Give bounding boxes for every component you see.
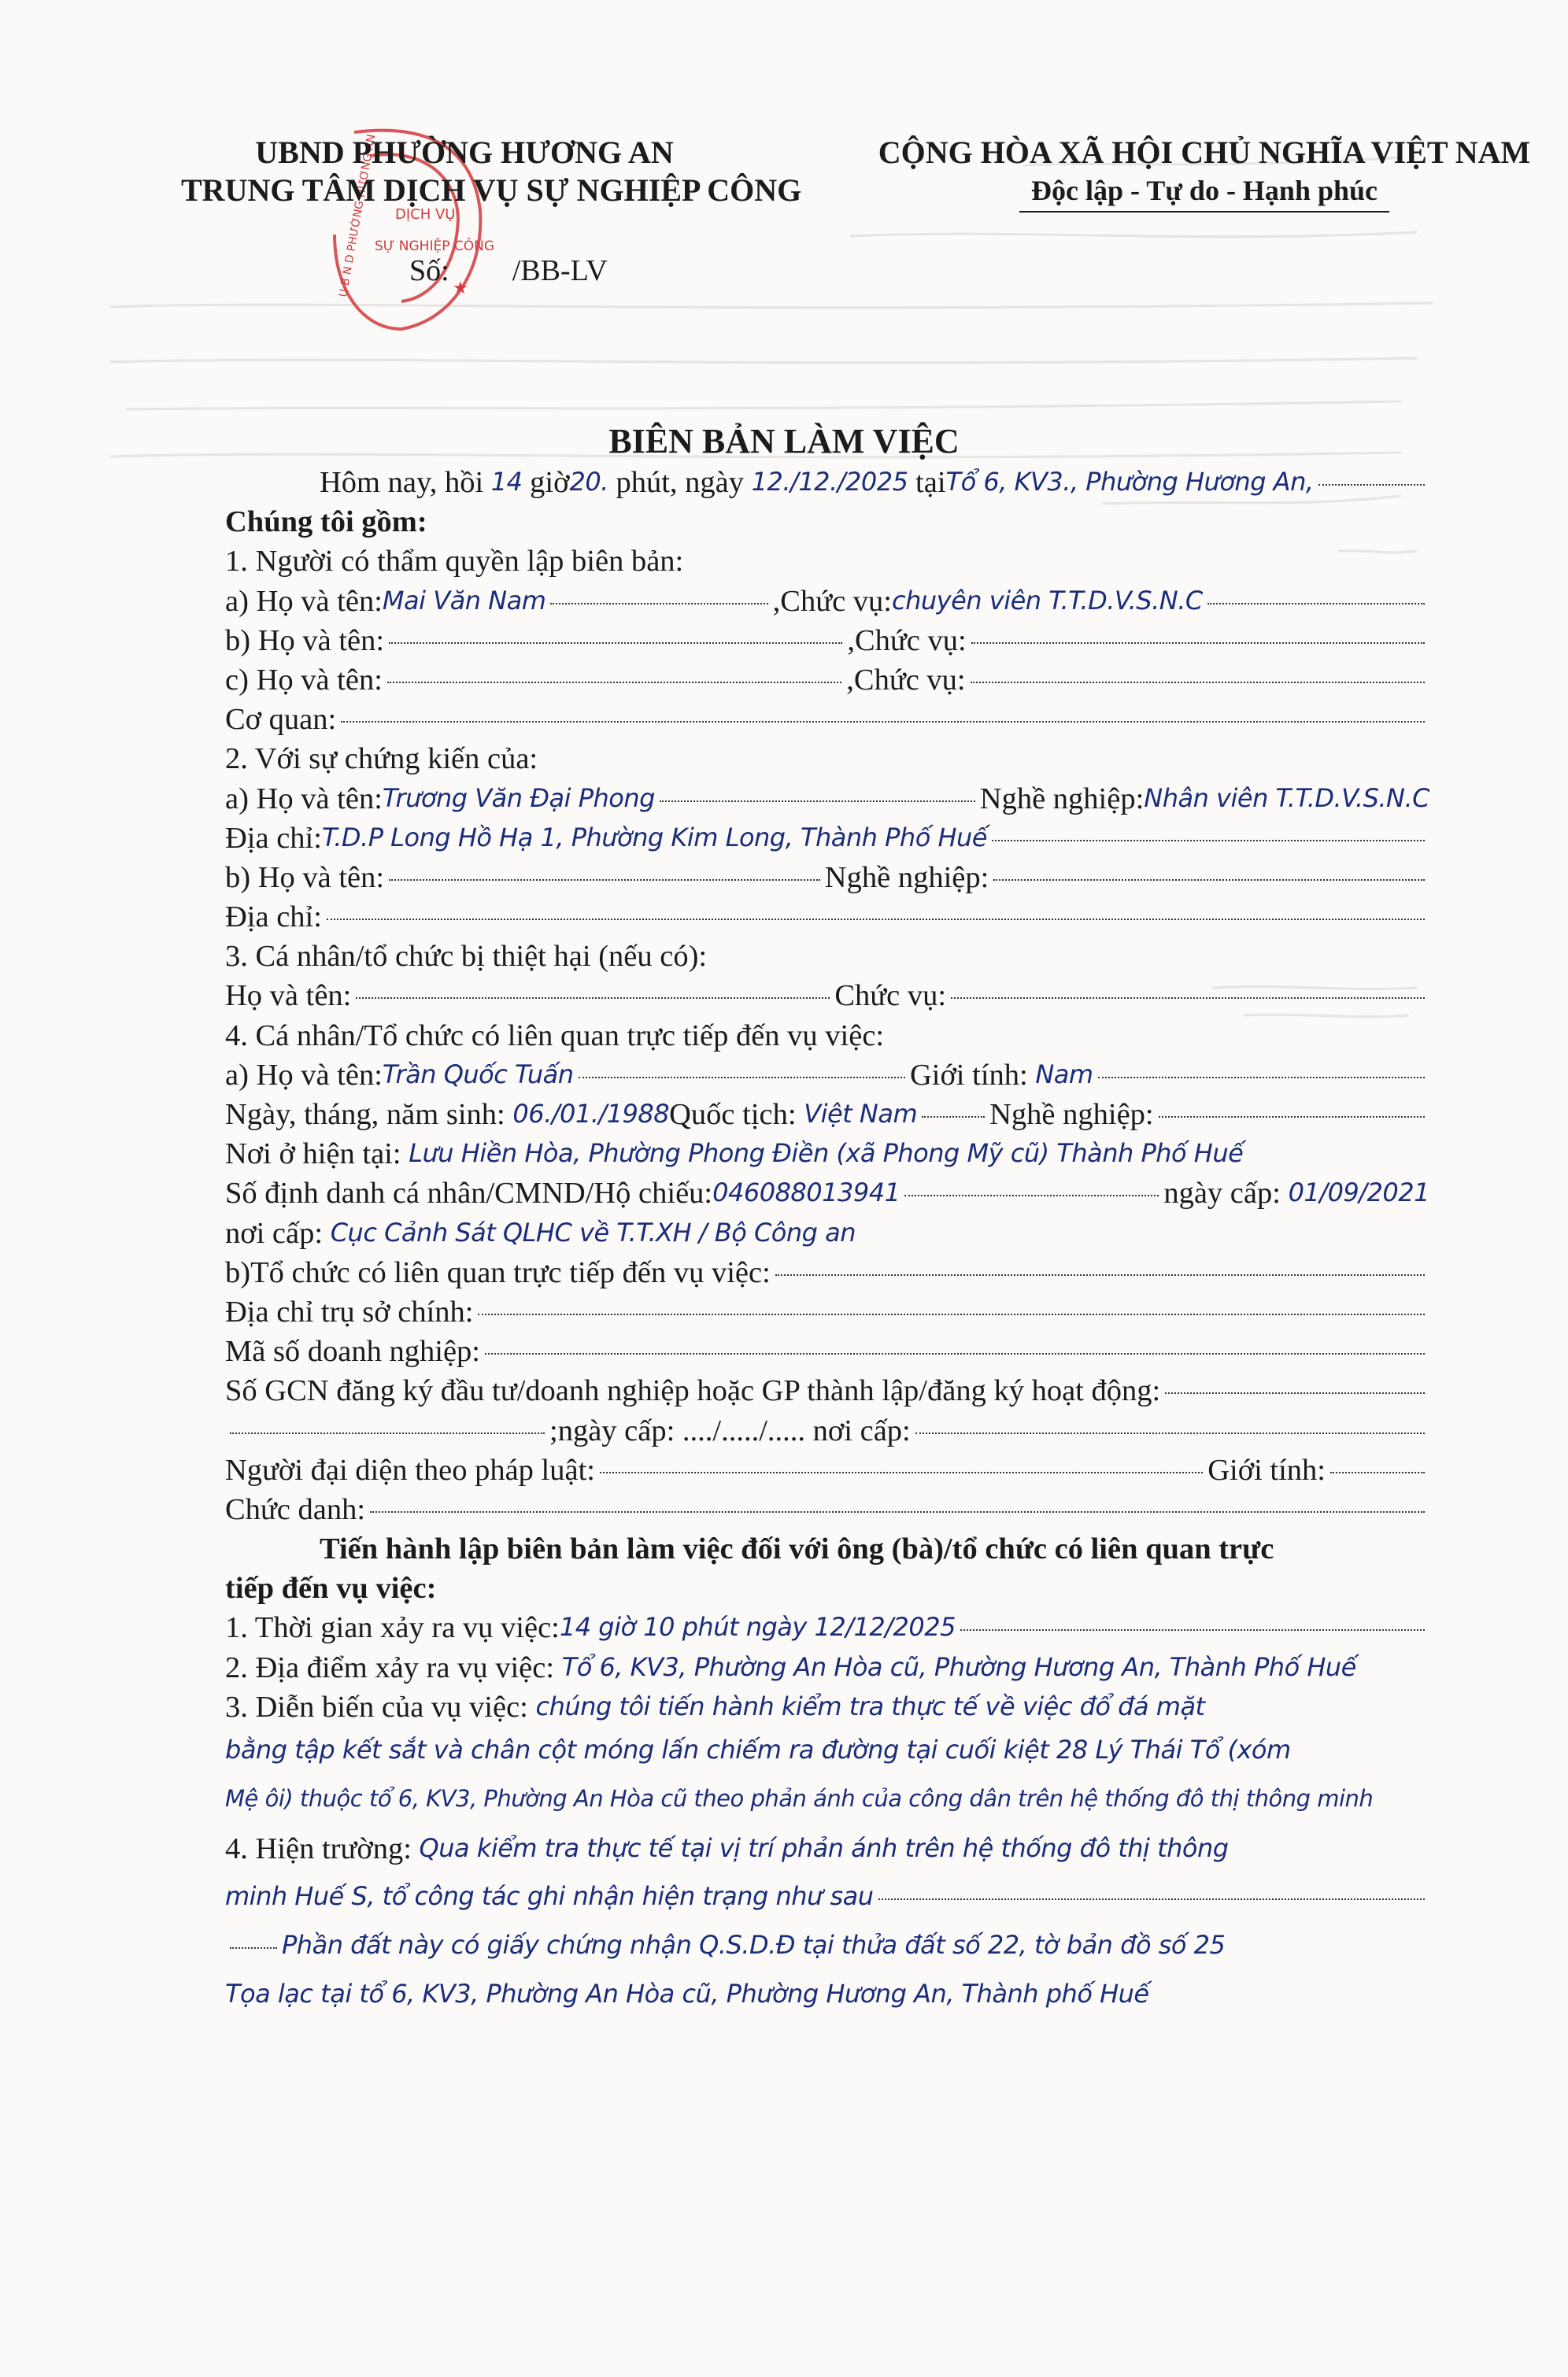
related-rep-line xyxy=(225,1451,1429,1490)
related-issue-place-label: nơi cấp: xyxy=(225,1216,324,1250)
fill-dots xyxy=(915,1432,1425,1434)
related-nationality-label: Quốc tịch: xyxy=(669,1098,797,1131)
intro-hour: 14 xyxy=(490,467,523,497)
related-residence: Lưu Hiền Hòa, Phường Phong Điền (xã Phong Mỹ cũ) Thành Phố Huế xyxy=(409,1138,1244,1169)
related-gcn-date-line xyxy=(225,1411,1429,1451)
fill-dots xyxy=(1330,1472,1425,1473)
stamp-line2: SỰ NGHIỆP CÔNG xyxy=(375,238,495,254)
fill-dots xyxy=(951,997,1425,999)
scene-cont-1 xyxy=(225,1873,1429,1922)
related-org-label: b)Tổ chức có liên quan trực tiếp đến vụ việc: xyxy=(225,1255,771,1289)
authority-b-label: b) Họ và tên: xyxy=(225,623,385,657)
incident-development-2: bằng tập kết sắt và chân cột móng lấn chiếm ra đường tại cuối kiệt 28 Lý Thái Tổ (xóm xyxy=(225,1735,1291,1765)
related-dob: 06./01./1988 xyxy=(512,1099,670,1129)
witness-a-line xyxy=(225,779,1429,819)
witness-a-job-label: Nghề nghiệp: xyxy=(979,782,1145,815)
national-name: CỘNG HÒA XÃ HỘI CHỦ NGHĨA VIỆT NAM xyxy=(878,135,1531,170)
related-gender-label: Giới tính: xyxy=(909,1058,1028,1092)
related-issue-place-line xyxy=(225,1214,1429,1253)
fill-dots xyxy=(387,682,841,683)
authority-a-position-label: ,Chức vụ: xyxy=(772,584,893,618)
section-3-heading: 3. Cá nhân/tổ chức bị thiệt hại (nếu có): xyxy=(225,940,708,974)
related-issue-place: Cục Cảnh Sát QLHC về T.T.XH / Bộ Công an xyxy=(330,1217,856,1248)
document-number-label: Số: xyxy=(409,254,449,287)
related-hq-label: Địa chỉ trụ sở chính: xyxy=(225,1295,474,1329)
fill-dots xyxy=(922,1116,985,1118)
witness-b-line xyxy=(225,858,1429,897)
incident-development-line xyxy=(225,1688,1429,1727)
scene-text-2: minh Huế S, tổ công tác ghi nhận hiện trạng như sau xyxy=(225,1881,874,1911)
witness-b-label: b) Họ và tên: xyxy=(225,860,385,894)
witness-a-job: Nhân viên T.T.D.V.S.N.C xyxy=(1144,782,1429,813)
intro-minute: 20. xyxy=(569,467,608,497)
document-number-suffix: /BB-LV xyxy=(512,254,608,287)
section-4-heading: 4. Cá nhân/Tổ chức có liên quan trực tiếp đến vụ việc: xyxy=(225,1018,885,1052)
related-rep-gender-label: Giới tính: xyxy=(1207,1453,1326,1487)
related-gcn-date-label: ;ngày cấp: ..../...../..... nơi cấp: xyxy=(549,1414,911,1447)
related-issue-date: 01/09/2021 xyxy=(1288,1177,1429,1208)
intro-text-1: Hôm nay, hồi xyxy=(320,466,484,499)
related-hq-line xyxy=(225,1292,1429,1332)
fill-dots xyxy=(230,1432,545,1434)
fill-dots xyxy=(1318,484,1425,486)
authority-a-label: a) Họ và tên: xyxy=(225,584,383,618)
intro-line xyxy=(225,463,1429,502)
related-dob-label: Ngày, tháng, năm sinh: xyxy=(225,1098,505,1131)
fill-dots xyxy=(1207,603,1425,604)
fill-dots xyxy=(550,603,767,604)
fill-dots xyxy=(1098,1077,1425,1078)
fill-dots xyxy=(389,642,842,644)
incident-development-label: 3. Diễn biến của vụ việc: xyxy=(225,1690,528,1724)
incident-location-line xyxy=(225,1648,1429,1688)
related-title-line xyxy=(225,1490,1429,1529)
related-id-label: Số định danh cá nhân/CMND/Hộ chiếu: xyxy=(225,1177,713,1211)
authority-b-line xyxy=(225,621,1429,660)
related-nationality: Việt Nam xyxy=(804,1099,918,1129)
fill-dots xyxy=(579,1077,905,1078)
witness-b-address-line xyxy=(225,897,1429,937)
authority-a-line xyxy=(225,582,1429,621)
intro-text-4: tại xyxy=(915,466,946,499)
incident-time-label: 1. Thời gian xảy ra vụ việc: xyxy=(225,1611,560,1645)
fill-dots xyxy=(485,1353,1425,1355)
related-gcn-label: Số GCN đăng ký đầu tư/doanh nghiệp hoặc GP thành lập/đăng ký hoạt động: xyxy=(225,1374,1161,1408)
related-gender: Nam xyxy=(1035,1059,1093,1089)
agency-label: Cơ quan: xyxy=(225,703,337,737)
witness-a-label: a) Họ và tên: xyxy=(225,782,383,815)
related-a-name: Trần Quốc Tuấn xyxy=(382,1059,574,1089)
incident-development-cont-2 xyxy=(225,1776,1429,1824)
fill-dots xyxy=(600,1472,1203,1473)
fill-dots xyxy=(904,1195,1159,1196)
related-biz-line xyxy=(225,1332,1429,1371)
related-title-label: Chức danh: xyxy=(225,1492,366,1526)
intro-date: 12./12./2025 xyxy=(751,467,908,497)
authority-c-label: c) Họ và tên: xyxy=(225,663,383,697)
related-id-line xyxy=(225,1174,1429,1213)
fill-dots xyxy=(660,800,975,802)
incident-location: Tổ 6, KV3, Phường An Hòa cũ, Phường Hương An, Thành Phố Huế xyxy=(561,1651,1356,1682)
issuer-header xyxy=(181,134,802,209)
fill-dots xyxy=(971,682,1425,683)
fill-dots xyxy=(341,721,1425,723)
authority-a-position: chuyên viên T.T.D.V.S.N.C xyxy=(892,585,1203,616)
damaged-line xyxy=(225,976,1429,1015)
scene-text-3: Phần đất này có giấy chứng nhận Q.S.D.Đ tại thửa đất số 22, tờ bản đồ số 25 xyxy=(282,1930,1226,1960)
related-a-line xyxy=(225,1055,1429,1095)
authority-a-name: Mai Văn Nam xyxy=(382,585,546,616)
witness-a-address: T.D.P Long Hồ Hạ 1, Phường Kim Long, Thành Phố Huế xyxy=(321,822,987,852)
fill-dots xyxy=(327,919,1425,920)
incident-time: 14 giờ 10 phút ngày 12/12/2025 xyxy=(559,1612,956,1643)
related-gcn-line xyxy=(225,1371,1429,1410)
section-1-heading: 1. Người có thẩm quyền lập biên bản: xyxy=(225,545,684,579)
fill-dots xyxy=(992,840,1425,841)
document-title: BIÊN BẢN LÀM VIỆC xyxy=(608,422,960,460)
incident-development-1: chúng tôi tiến hành kiểm tra thực tế về việc đổ đá mặt xyxy=(535,1691,1205,1721)
related-job-label: Nghề nghiệp: xyxy=(989,1098,1154,1131)
stamp-ring-text: U B N D PHƯỜNG HƯƠNG AN xyxy=(337,133,379,298)
motto-underline xyxy=(1019,211,1389,213)
related-residence-label: Nơi ở hiện tại: xyxy=(225,1137,401,1171)
issuer-center: TRUNG TÂM DỊCH VỤ SỰ NGHIỆP CÔNG xyxy=(181,172,802,208)
witness-b-address-label: Địa chỉ: xyxy=(225,900,322,934)
witness-b-job-label: Nghề nghiệp: xyxy=(824,860,989,894)
fill-dots xyxy=(993,879,1425,881)
national-header xyxy=(850,134,1559,213)
fill-dots xyxy=(370,1511,1425,1513)
document-number xyxy=(409,253,608,288)
incident-development-3: Mệ ôi) thuộc tổ 6, KV3, Phường An Hòa cũ theo phản ánh của công dân trên hệ thống đô thị thông minh xyxy=(225,1785,1374,1812)
related-id-number: 046088013941 xyxy=(712,1177,900,1208)
document-body xyxy=(225,463,1429,2020)
issuer-ward: UBND PHƯỜNG HƯƠNG AN xyxy=(255,135,674,170)
fill-dots xyxy=(878,1898,1425,1900)
fill-dots xyxy=(1159,1116,1425,1118)
related-issue-date-label: ngày cấp: xyxy=(1163,1177,1281,1211)
national-motto: Độc lập - Tự do - Hạnh phúc xyxy=(1030,175,1378,206)
related-residence-line xyxy=(225,1134,1429,1174)
related-biz-label: Mã số doanh nghiệp: xyxy=(225,1335,480,1369)
witness-a-name: Trương Văn Đại Phong xyxy=(382,782,655,813)
star-icon: ★ xyxy=(453,278,468,298)
witness-a-address-line xyxy=(225,819,1429,858)
related-a-label: a) Họ và tên: xyxy=(225,1058,383,1092)
scene-text-1: Qua kiểm tra thực tế tại vị trí phản ánh trên hệ thống đô thị thông xyxy=(419,1833,1229,1863)
intro-text-2: giờ xyxy=(530,466,570,499)
witness-a-address-label: Địa chỉ: xyxy=(225,821,322,855)
authority-c-line xyxy=(225,660,1429,700)
incident-time-line xyxy=(225,1608,1429,1647)
related-org-line xyxy=(225,1253,1429,1292)
scene-line xyxy=(225,1824,1429,1873)
scene-text-4: Tọa lạc tại tổ 6, KV3, Phường An Hòa cũ, Phường Hương An, Thành phố Huế xyxy=(225,1979,1149,2009)
incident-development-cont-1 xyxy=(225,1727,1429,1776)
fill-dots xyxy=(960,1629,1425,1631)
intro-place: Tổ 6, KV3., Phường Hương An, xyxy=(945,467,1314,497)
section-2-heading: 2. Với sự chứng kiến của: xyxy=(225,742,538,776)
proceed-heading-2: tiếp đến vụ việc: xyxy=(225,1572,437,1606)
scene-cont-3 xyxy=(225,1971,1429,2020)
fill-dots xyxy=(389,879,820,881)
damaged-position-label: Chức vụ: xyxy=(834,979,947,1013)
related-dob-line xyxy=(225,1095,1429,1134)
agency-line xyxy=(225,700,1429,739)
authority-c-position-label: ,Chức vụ: xyxy=(846,663,966,697)
proceed-heading-1: Tiến hành lập biên bản làm việc đối với ông (bà)/tổ chức có liên quan trực xyxy=(320,1532,1274,1566)
fill-dots xyxy=(971,642,1425,644)
damaged-name-label: Họ và tên: xyxy=(225,979,352,1013)
authority-b-position-label: ,Chức vụ: xyxy=(847,623,967,657)
fill-dots xyxy=(230,1947,277,1949)
intro-text-3: phút, ngày xyxy=(616,466,745,499)
members-heading: Chúng tôi gồm: xyxy=(225,505,427,539)
fill-dots xyxy=(1165,1392,1425,1394)
stamp-line1: DỊCH VỤ xyxy=(395,206,456,223)
incident-location-label: 2. Địa điểm xảy ra vụ việc: xyxy=(225,1651,555,1684)
scene-label: 4. Hiện trường: xyxy=(225,1832,412,1865)
scene-cont-2 xyxy=(225,1922,1429,1971)
fill-dots xyxy=(356,997,830,999)
fill-dots xyxy=(478,1314,1425,1315)
fill-dots xyxy=(775,1274,1425,1276)
related-rep-label: Người đại diện theo pháp luật: xyxy=(225,1453,595,1487)
